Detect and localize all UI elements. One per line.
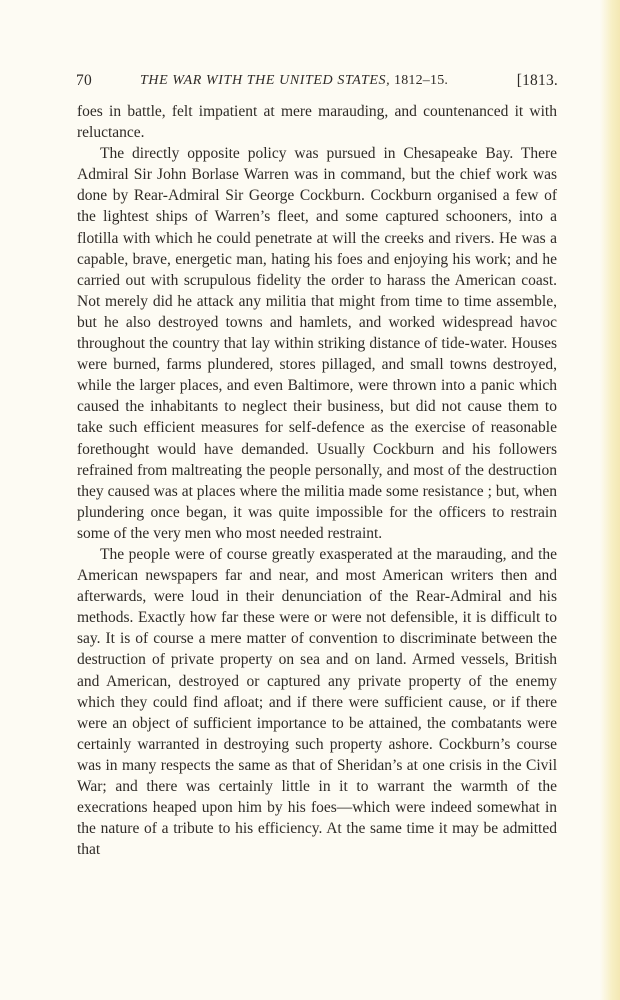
page-number: 70: [76, 72, 92, 89]
paragraph-chesapeake-policy: The directly opposite policy was pursued in Chesapeake Bay. There Admiral Sir John Borlase Warren was in command, but the chief work was done by Rear-Admiral Sir George Cockburn. Cockburn organised a few of the lightest ships of Warren’s fleet, and some captured schooners, into a flotilla with which he could penetrate at will the creeks and rivers. He was a capable, brave, energetic man, hating his foes and enjoying his work; and he carried out with scrupulous fidelity the order to harass the American coast. Not merely did he attack any militia that might from time to time assemble, but he also destroyed towns and hamlets, and worked widespread havoc throughout the country that lay within striking distance of tide-water. Houses were burned, farms plundered, stores pillaged, and small towns destroyed, while the larger places, and even Baltimore, were thrown into a panic which caused the inhabitants to neglect their business, but did not cause them to take such efficient measures for self-defence as the exercise of reasonable forethought would have demanded. Usually Cockburn and his followers refrained from maltreating the people personally, and most of the destruction they caused was at places where the militia made some resistance ; but, when plundering once began, it was quite impossible for the officers to restrain some of the very men who most needed restraint.: [77, 145, 557, 542]
running-year: [1813.: [516, 72, 558, 89]
running-title: THE WAR WITH THE UNITED STATES,: [140, 73, 391, 88]
running-head: [76, 70, 558, 92]
paragraph-exasperation: The people were of course greatly exasperated at the marauding, and the American newspapers far and near, and most American writers then and afterwards, were loud in their denunciation of the Rear-Admiral and his methods. Exactly how far these were or were not defensible, it is difficult to say. It is of course a mere matter of convention to discriminate between the destruction of private property on sea and on land. Armed vessels, British and American, destroyed or captured any private property of the enemy which they could find afloat; and if there were sufficient cause, or if there were an object of sufficient importance to be attained, the combatants were certainly warranted in destroying such property ashore. Cockburn’s course was in many respects the same as that of Sheridan’s at one crisis in the Civil War; and there was certainly little in it to warrant the warmth of the execrations heaped upon him by his foes—which were indeed somewhat in the nature of a tribute to his efficiency. At the same time it may be admitted that: [77, 545, 557, 859]
body-text: [77, 101, 557, 860]
paragraph-continuation: foes in battle, felt impatient at mere marauding, and countenanced it with reluctance.: [77, 103, 557, 142]
running-dates: 1812–15.: [394, 73, 449, 88]
